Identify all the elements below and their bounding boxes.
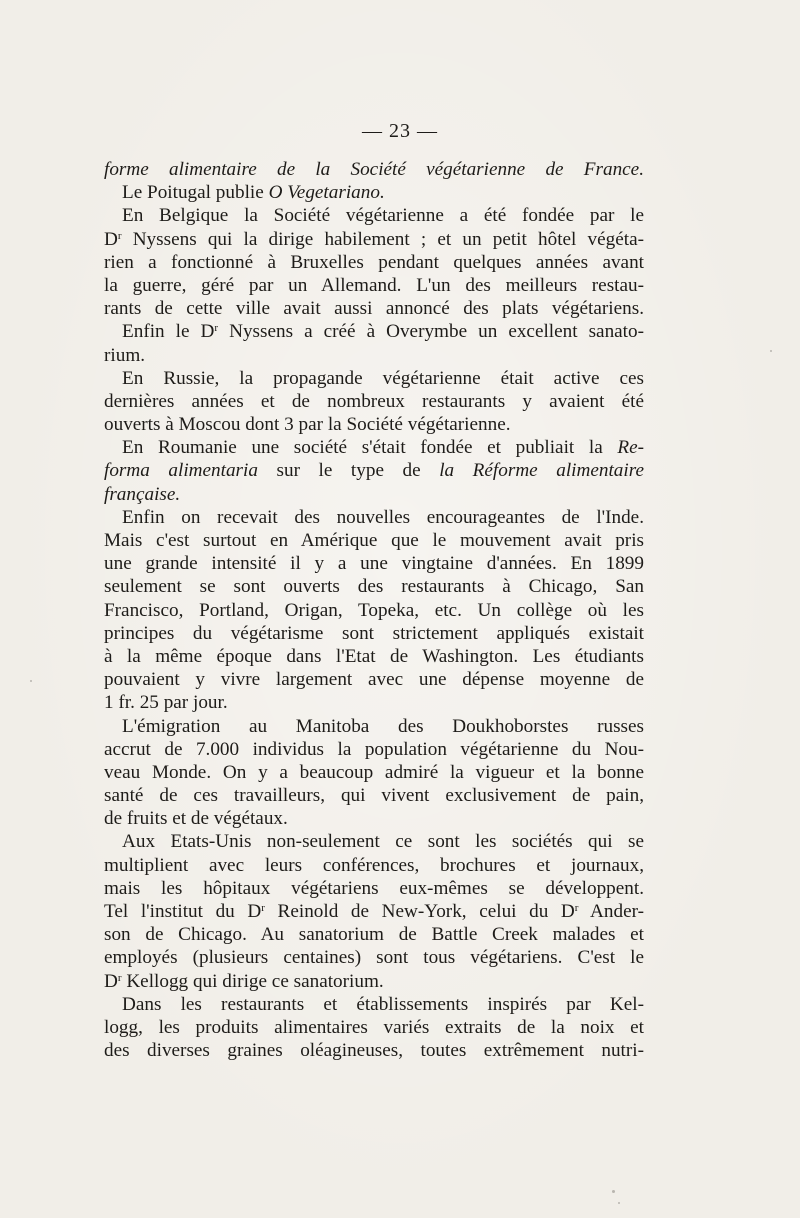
text-span: employés (plusieurs centaines) sont tous végétariens. C'est le	[104, 947, 644, 969]
text-span: sur le type de	[257, 460, 440, 482]
text-line	[104, 668, 644, 691]
text-span: Dans les restaurants et établissements inspirés par Kel-	[122, 993, 644, 1015]
superscript: r	[117, 229, 122, 242]
text-line	[104, 506, 644, 529]
text-span: accrut de 7.000 individus la population végétarienne du Nou-	[104, 738, 644, 760]
text-line	[104, 297, 644, 320]
text-span: des diverses graines oléagineuses, toutes extrêmement nutri-	[104, 1040, 644, 1062]
paper-speck	[30, 680, 32, 682]
text-span: la guerre, géré par un Allemand. L'un des meilleurs restau-	[104, 274, 644, 296]
text-line	[104, 993, 644, 1016]
text-span-italic: la Réforme alimentaire	[439, 460, 644, 482]
text-span: seulement se sont ouverts des restaurants à Chicago, San	[104, 576, 644, 598]
text-line	[104, 691, 644, 714]
text-line	[104, 204, 644, 227]
text-span: logg, les produits alimentaires variés extraits de la noix et	[104, 1016, 644, 1038]
text-span: principes du végétarisme sont strictement appliqués existait	[104, 622, 644, 644]
text-line	[104, 923, 644, 946]
superscript: r	[214, 322, 219, 335]
text-span: rants de cette ville avait aussi annoncé des plats végétariens.	[104, 298, 644, 320]
text-span: Francisco, Portland, Origan, Topeka, etc. Un collège où les	[104, 599, 644, 621]
paper-speck	[612, 1190, 615, 1193]
text-line	[104, 529, 644, 552]
text-line	[104, 1039, 644, 1062]
text-span: à la même époque dans l'Etat de Washington. Les étudiants	[104, 645, 644, 667]
text-line	[104, 483, 644, 506]
text-line	[104, 228, 644, 251]
page-number: — 23 —	[362, 120, 438, 142]
text-line	[104, 900, 644, 923]
text-span: En Russie, la propagande végétarienne était active ces	[122, 367, 644, 389]
text-span: ouverts à Moscou dont 3 par la Société végétarienne.	[104, 414, 511, 436]
text-span: Mais c'est surtout en Amérique que le mouvement avait pris	[104, 530, 644, 551]
text-span: Reinold de New-York, celui du D	[264, 901, 575, 922]
text-span-italic: Re-	[617, 437, 644, 459]
text-line	[104, 807, 644, 830]
text-line	[104, 738, 644, 761]
text-span: Nyssens a créé à Overymbe un excellent sanato-	[218, 321, 644, 343]
paper-speck	[618, 1202, 620, 1204]
text-span: Ander-	[578, 901, 644, 922]
paper-speck	[770, 350, 772, 352]
text-line	[104, 251, 644, 274]
text-line	[104, 390, 644, 413]
text-span: Nyssens qui la dirige habilement ; et un petit hôtel végéta-	[121, 228, 644, 250]
text-line	[104, 715, 644, 738]
text-line	[104, 645, 644, 668]
text-line	[104, 877, 644, 900]
text-line	[104, 436, 644, 459]
text-span: de fruits et de végétaux.	[104, 808, 288, 830]
text-span: dernières années et de nombreux restaurants y avaient été	[104, 390, 644, 412]
text-line	[104, 622, 644, 645]
text-line	[104, 784, 644, 807]
text-span: son de Chicago. Au sanatorium de Battle Creek malades et	[104, 924, 644, 946]
body-text	[104, 158, 644, 1062]
text-line	[104, 599, 644, 622]
text-span: Enfin on recevait des nouvelles encourageantes de l'Inde.	[122, 506, 644, 528]
text-line	[104, 830, 644, 853]
text-span: L'émigration au Manitoba des Doukhoborstes russes	[122, 715, 644, 737]
text-line	[104, 552, 644, 575]
text-span: En Belgique la Société végétarienne a été fondée par le	[122, 205, 644, 227]
text-span: rium.	[104, 344, 146, 366]
text-line	[104, 970, 644, 993]
text-line	[104, 413, 644, 436]
text-span: santé de ces travailleurs, qui vivent exclusivement de pain,	[104, 785, 644, 807]
text-span: D	[104, 970, 118, 992]
text-line	[104, 158, 644, 181]
text-span: Kellogg qui dirige ce sanatorium.	[121, 970, 384, 992]
text-line	[104, 761, 644, 784]
text-span: 1 fr. 25 par jour.	[104, 692, 228, 714]
text-line	[104, 274, 644, 297]
text-span: française.	[104, 483, 181, 505]
superscript: r	[117, 971, 122, 984]
text-line	[104, 1016, 644, 1039]
text-line	[104, 181, 644, 204]
text-span: rien a fonctionné à Bruxelles pendant quelques années avant	[104, 251, 644, 273]
text-line	[104, 344, 644, 367]
text-span: Tel l'institut du D	[104, 901, 262, 922]
text-span: Le Poitugal publie	[122, 182, 269, 204]
text-span: une grande intensité il y a une vingtaine d'années. En 1899	[104, 553, 644, 575]
text-span: Enfin le D	[122, 321, 215, 343]
text-span: mais les hôpitaux végétariens eux-mêmes se développent.	[104, 877, 644, 899]
text-span: Aux Etats-Unis non-seulement ce sont les sociétés qui se	[122, 831, 644, 853]
text-span: D	[104, 228, 118, 250]
text-line	[104, 459, 644, 482]
text-line	[104, 854, 644, 877]
text-line	[104, 320, 644, 343]
superscript: r	[574, 902, 579, 914]
text-line	[104, 575, 644, 598]
text-span: forme alimentaire de la Société végétarienne de France.	[104, 159, 644, 180]
text-span: veau Monde. On y a beaucoup admiré la vigueur et la bonne	[104, 761, 644, 783]
superscript: r	[261, 902, 265, 914]
text-span-italic: O Vegetariano.	[268, 182, 385, 204]
text-line	[104, 946, 644, 969]
text-span: pouvaient y vivre largement avec une dépense moyenne de	[104, 669, 644, 691]
text-span: En Roumanie une société s'était fondée et publiait la	[122, 437, 618, 459]
text-span-italic: forma alimentaria	[104, 460, 258, 482]
text-span: multiplient avec leurs conférences, brochures et journaux,	[104, 854, 644, 876]
text-line	[104, 367, 644, 390]
